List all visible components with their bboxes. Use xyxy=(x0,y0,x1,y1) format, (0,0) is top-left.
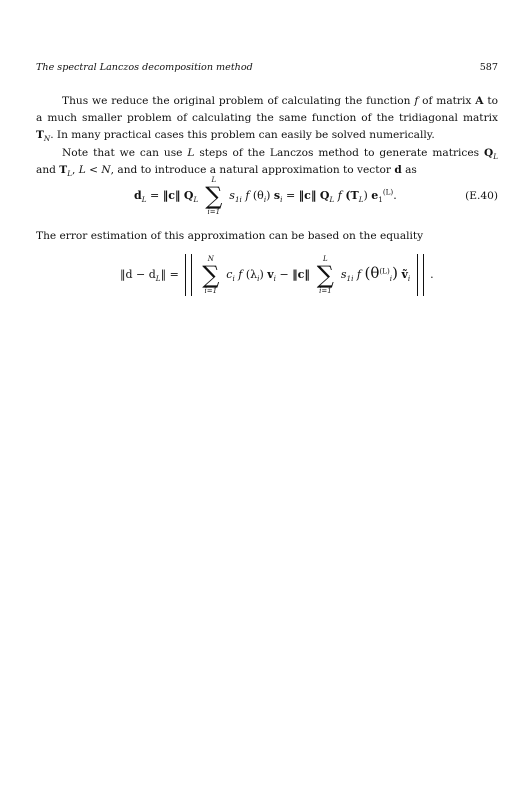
page xyxy=(36,0,498,800)
equation-e40 xyxy=(36,172,498,218)
sum-symbol: L ∑ i=1 xyxy=(316,255,334,295)
equation-number: (E.40) xyxy=(465,190,498,202)
running-head xyxy=(36,62,498,76)
body-text xyxy=(36,93,498,179)
sum-symbol: N ∑ i=1 xyxy=(202,255,220,295)
page-number: 587 xyxy=(479,62,498,73)
paragraph-1: Thus we reduce the original problem of calculating the function f of matrix A to a much smaller problem of calculating the same function of the tridiagonal matrix $T_N$. In many practical cases this problem can easily be solved numerically. xyxy=(36,95,498,144)
norm-bar-right xyxy=(417,254,424,296)
paragraph-2: Note that we can use L steps of the Lanczos method to generate matrices $Q_L$ and $T_L$, L < N, and to introduce a natural approximation to vector d as xyxy=(36,146,498,178)
norm-bar-left xyxy=(185,254,192,296)
sentence-error-estimation: The error estimation of this approximation can be based on the equality xyxy=(36,230,424,242)
sum-symbol: L ∑ i=1 xyxy=(205,176,223,216)
equation-e40-body: $d_L$ = ‖c‖ $Q_L$ L ∑ i=1 $s_{1i}$ f $(\theta_i) s_i$ = ‖c‖ $Q_L$ f $(T_L)$ $e_1^{(L)}$. xyxy=(134,176,397,216)
equation-error xyxy=(36,252,498,300)
running-head-title: The spectral Lanczos decomposition method xyxy=(36,62,253,73)
equation-error-body: ‖d − $d_L‖$ = N ∑ i=1 $c_i$ f $(\lambda_i) v_i$ − ‖c‖ L ∑ i=1 $s_{1i}$ f $(\theta^{(L)}_i)$ ṽ$_i$ . xyxy=(120,255,434,295)
